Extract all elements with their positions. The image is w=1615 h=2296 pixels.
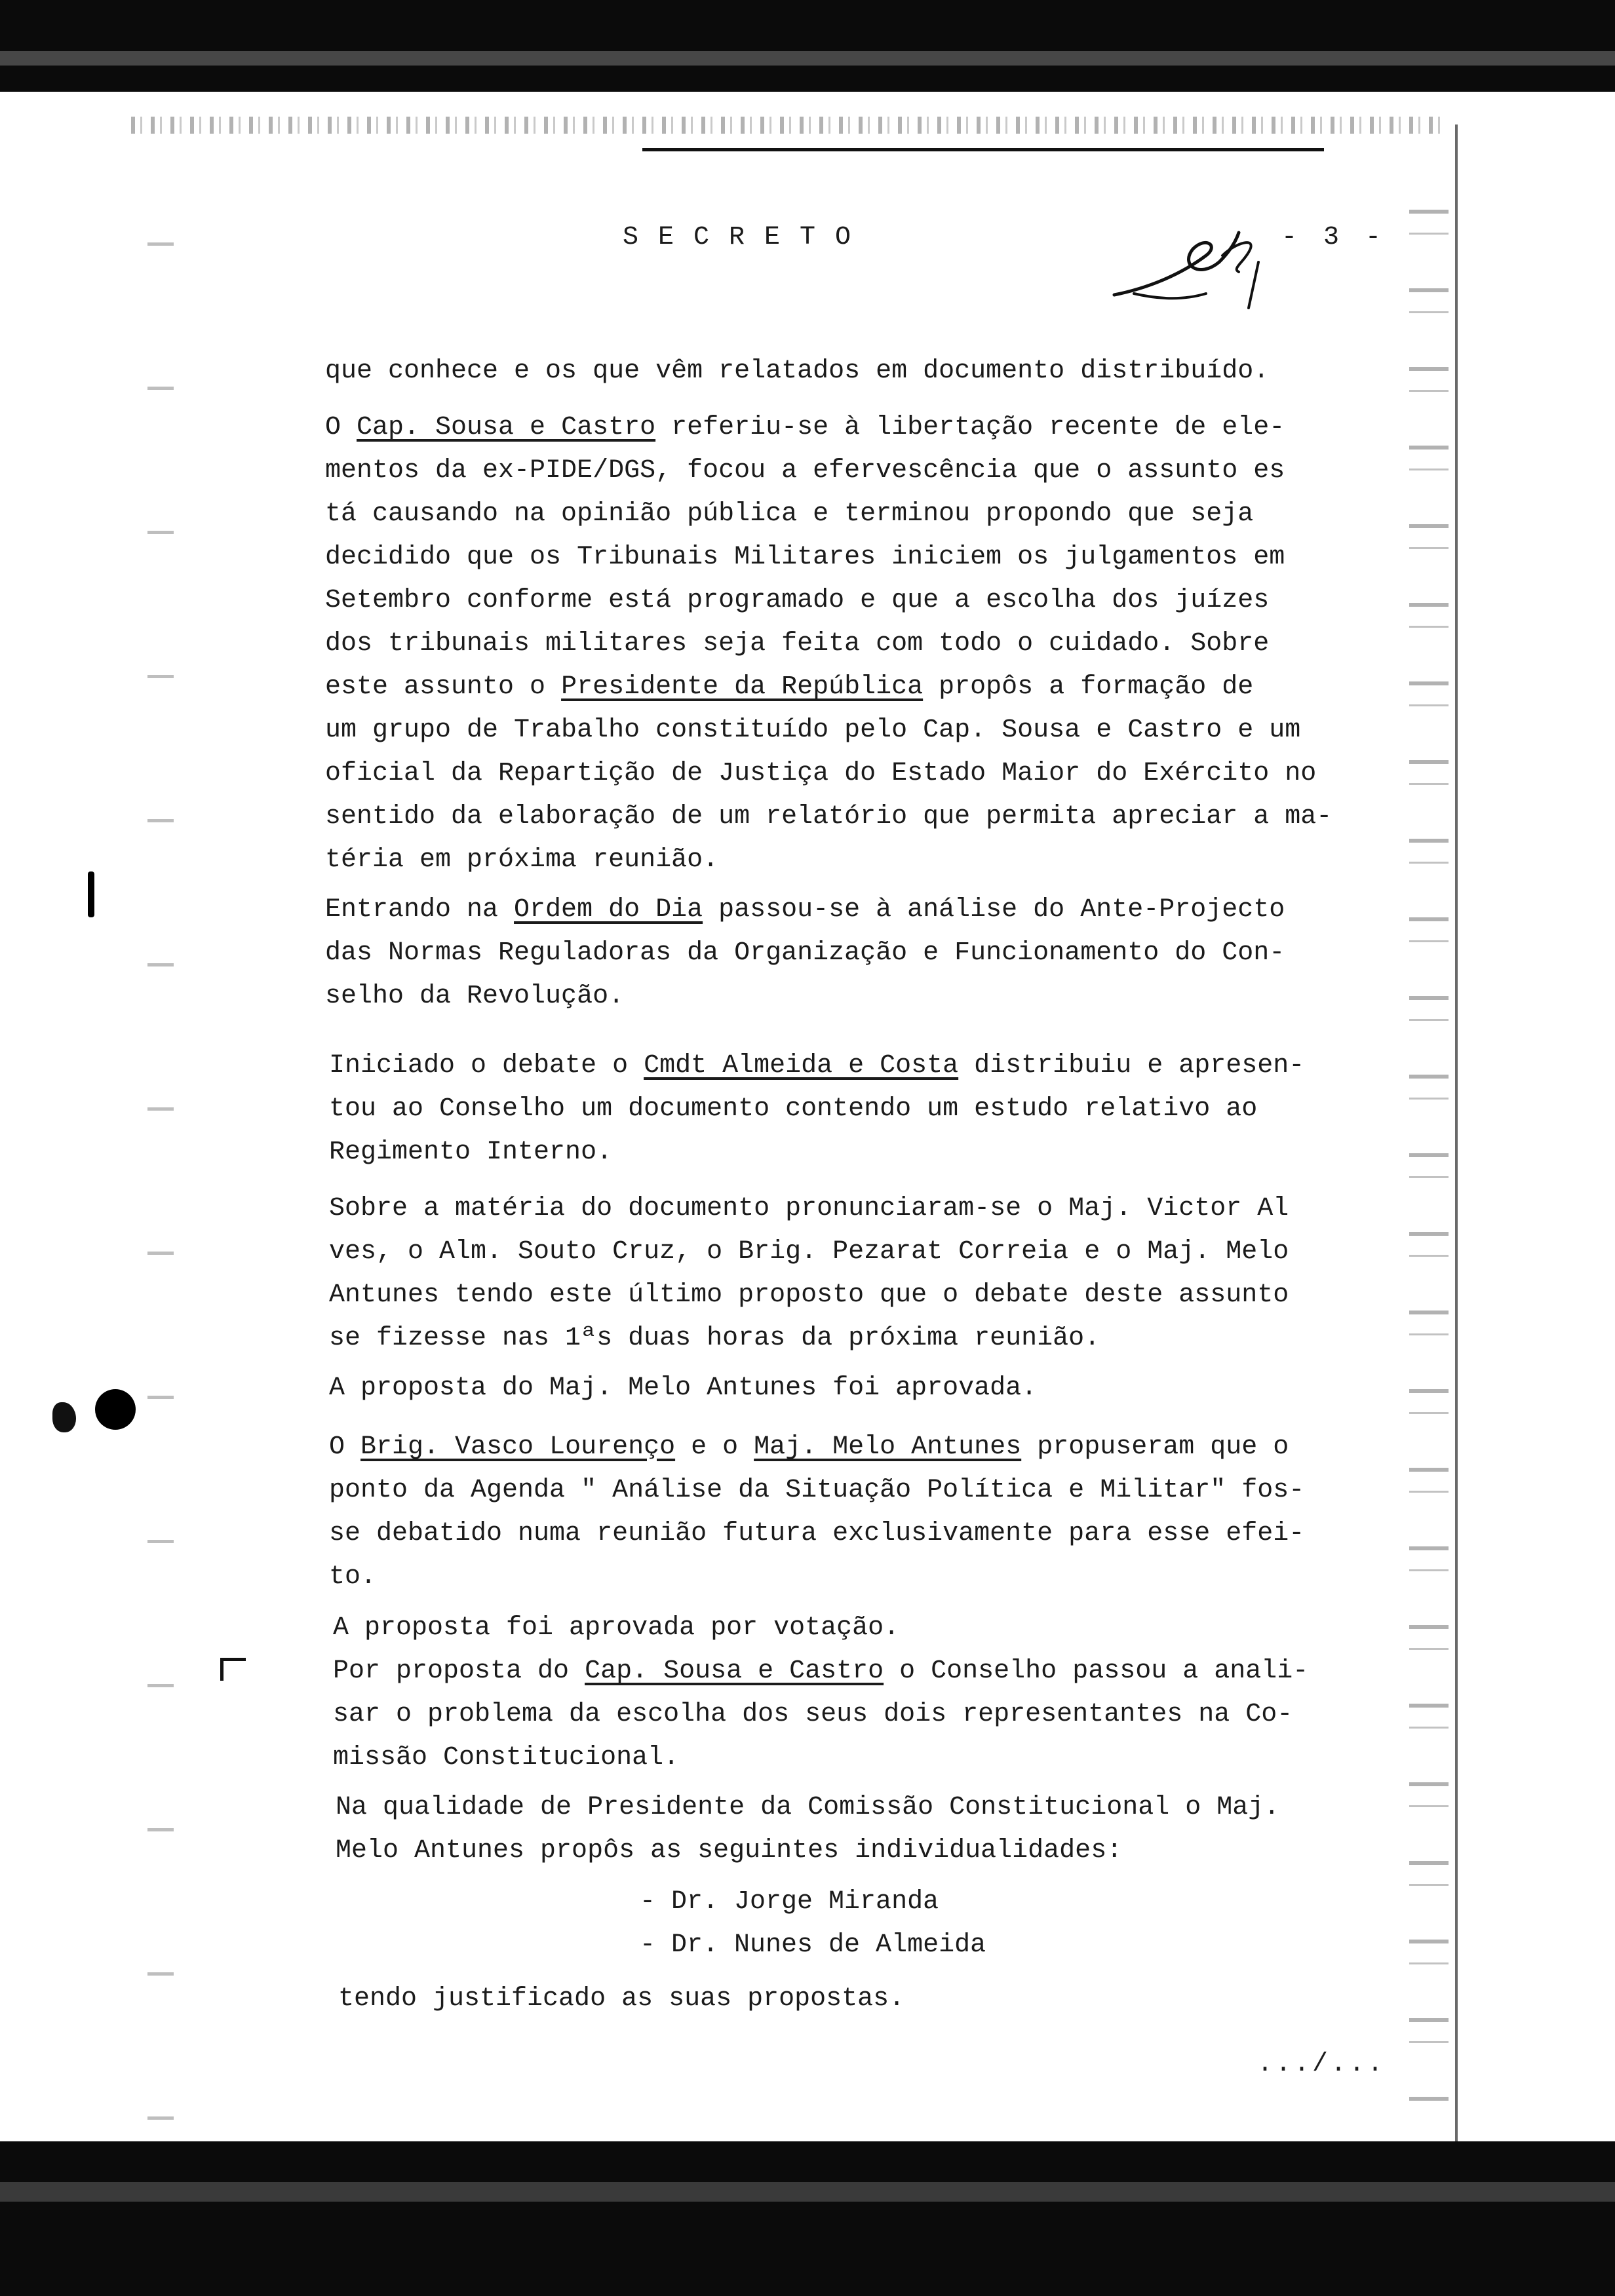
text-line [333, 1693, 1395, 1736]
text-segment: propôs a formação de [923, 672, 1254, 702]
text-segment: oficial da Repartição de Justiça do Estado Maior do Exército no [325, 759, 1317, 788]
paragraph [329, 1044, 1391, 1174]
text-line [329, 1274, 1391, 1317]
text-line [333, 1736, 1395, 1780]
header-rule [642, 148, 1324, 151]
text-segment: se debatido numa reunião futura exclusivamente para esse efei- [329, 1519, 1305, 1548]
scan-border-top [0, 0, 1615, 92]
scan-artifact [1409, 183, 1449, 2116]
scan-artifact [131, 117, 1442, 134]
scan-artifact [1455, 124, 1458, 2195]
closing-line: tendo justificado as suas propostas. [338, 1984, 905, 2014]
text-line [325, 622, 1387, 666]
paragraph [329, 1367, 1391, 1410]
text-segment: Na qualidade de Presidente da Comissão Constitucional o Maj. [336, 1793, 1280, 1822]
text-segment: Setembro conforme está programado e que a escolha dos juízes [325, 586, 1270, 615]
text-segment: se fizesse nas 1ªs duas horas da próxima reunião. [329, 1324, 1100, 1353]
classification-heading: SECRETO [623, 223, 871, 252]
text-line [325, 536, 1387, 579]
text-line [325, 795, 1387, 839]
text-segment: e o [675, 1432, 754, 1462]
text-line [329, 1187, 1391, 1231]
list-item: - Dr. Jorge Miranda [640, 1887, 939, 1917]
text-segment: A proposta foi aprovada por votação. [333, 1613, 900, 1643]
paragraph [325, 350, 1387, 393]
text-segment: Antunes tendo este último proposto que o debate deste assunto [329, 1280, 1289, 1310]
underlined-name: Presidente da República [561, 672, 924, 702]
scan-border-bottom [0, 2141, 1615, 2296]
text-line [325, 493, 1387, 536]
paragraph [336, 1786, 1397, 1873]
underlined-name: Maj. Melo Antunes [754, 1432, 1022, 1462]
text-line [336, 1829, 1397, 1873]
text-segment: tou ao Conselho um documento contendo um estudo relativo ao [329, 1094, 1258, 1124]
text-segment: ponto da Agenda " Análise da Situação Política e Militar" fos- [329, 1476, 1305, 1505]
page-number: - 3 - [1281, 223, 1387, 252]
paragraph [329, 1426, 1391, 1599]
text-segment: mentos da ex-PIDE/DGS, focou a efervescência que o assunto es [325, 456, 1285, 486]
text-segment: propuseram que o [1021, 1432, 1289, 1462]
text-line [329, 1131, 1391, 1174]
paragraph [329, 1187, 1391, 1360]
text-line [329, 1044, 1391, 1088]
scan-artifact [88, 871, 94, 917]
text-segment: O [325, 413, 357, 442]
text-line [329, 1088, 1391, 1131]
text-segment: Regimento Interno. [329, 1138, 613, 1167]
underlined-name: Brig. Vasco Lourenço [360, 1432, 676, 1462]
text-line [325, 889, 1387, 932]
text-segment: selho da Revolução. [325, 982, 625, 1011]
text-line [325, 932, 1387, 975]
text-segment: tá causando na opinião pública e terminou propondo que seja [325, 499, 1254, 529]
text-segment: o Conselho passou a anali- [884, 1656, 1309, 1686]
punch-hole [52, 1402, 76, 1432]
text-segment: A proposta do Maj. Melo Antunes foi aprovada. [329, 1373, 1038, 1403]
text-line [325, 752, 1387, 795]
scan-artifact [0, 51, 1615, 66]
text-segment: este assunto o [325, 672, 562, 702]
text-segment: distribuiu e apresen- [958, 1051, 1305, 1081]
text-segment: ves, o Alm. Souto Cruz, o Brig. Pezarat Correia e o Maj. Melo [329, 1237, 1289, 1267]
text-segment: dos tribunais militares seja feita com todo o cuidado. Sobre [325, 629, 1270, 659]
text-line [329, 1512, 1391, 1556]
text-segment: sentido da elaboração de um relatório que permita apreciar a ma- [325, 802, 1333, 832]
underlined-name: Cap. Sousa e Castro [585, 1656, 884, 1686]
text-line [329, 1469, 1391, 1512]
underlined-name: Ordem do Dia [514, 895, 703, 925]
text-line [325, 579, 1387, 622]
text-line [329, 1556, 1391, 1599]
text-line [325, 666, 1387, 709]
list-item: - Dr. Nunes de Almeida [640, 1930, 986, 1960]
paragraph [333, 1607, 1395, 1780]
text-segment: missão Constitucional. [333, 1743, 680, 1772]
text-segment: das Normas Reguladoras da Organização e Funcionamento do Con- [325, 938, 1285, 968]
text-line [336, 1786, 1397, 1829]
text-segment: Sobre a matéria do documento pronunciaram-se o Maj. Victor Al [329, 1194, 1289, 1223]
text-line [333, 1650, 1395, 1693]
text-line [325, 709, 1387, 752]
paragraph [325, 406, 1387, 882]
text-segment: O [329, 1432, 361, 1462]
text-segment: decidido que os Tribunais Militares iniciem os julgamentos em [325, 543, 1285, 572]
text-line [333, 1607, 1395, 1650]
text-segment: passou-se à análise do Ante-Projecto [703, 895, 1285, 925]
text-line [329, 1367, 1391, 1410]
underlined-name: Cap. Sousa e Castro [357, 413, 656, 442]
text-segment: referiu-se à libertação recente de ele- [655, 413, 1285, 442]
text-line [329, 1426, 1391, 1469]
text-segment: Por proposta do [333, 1656, 585, 1686]
text-segment: sar o problema da escolha dos seus dois representantes na Co- [333, 1700, 1293, 1729]
text-segment: que conhece e os que vêm relatados em documento distribuído. [325, 356, 1270, 386]
handwritten-initials [1108, 216, 1278, 321]
underlined-name: Cmdt Almeida e Costa [644, 1051, 959, 1081]
scan-artifact [220, 1658, 246, 1681]
paragraph [325, 889, 1387, 1018]
text-segment: Entrando na [325, 895, 515, 925]
punch-hole [95, 1389, 136, 1430]
text-line [329, 1231, 1391, 1274]
text-segment: Iniciado o debate o [329, 1051, 644, 1081]
scan-artifact [147, 183, 174, 2149]
text-line [325, 975, 1387, 1018]
text-line [325, 450, 1387, 493]
text-segment: téria em próxima reunião. [325, 845, 719, 875]
continuation-mark: .../... [1257, 2050, 1386, 2079]
text-segment: um grupo de Trabalho constituído pelo Cap. Sousa e Castro e um [325, 716, 1301, 745]
scan-artifact [0, 2182, 1615, 2202]
text-line [325, 406, 1387, 450]
text-line [329, 1317, 1391, 1360]
text-line [325, 350, 1387, 393]
text-segment: to. [329, 1562, 377, 1592]
text-line [325, 839, 1387, 882]
text-segment: Melo Antunes propôs as seguintes individualidades: [336, 1836, 1123, 1866]
